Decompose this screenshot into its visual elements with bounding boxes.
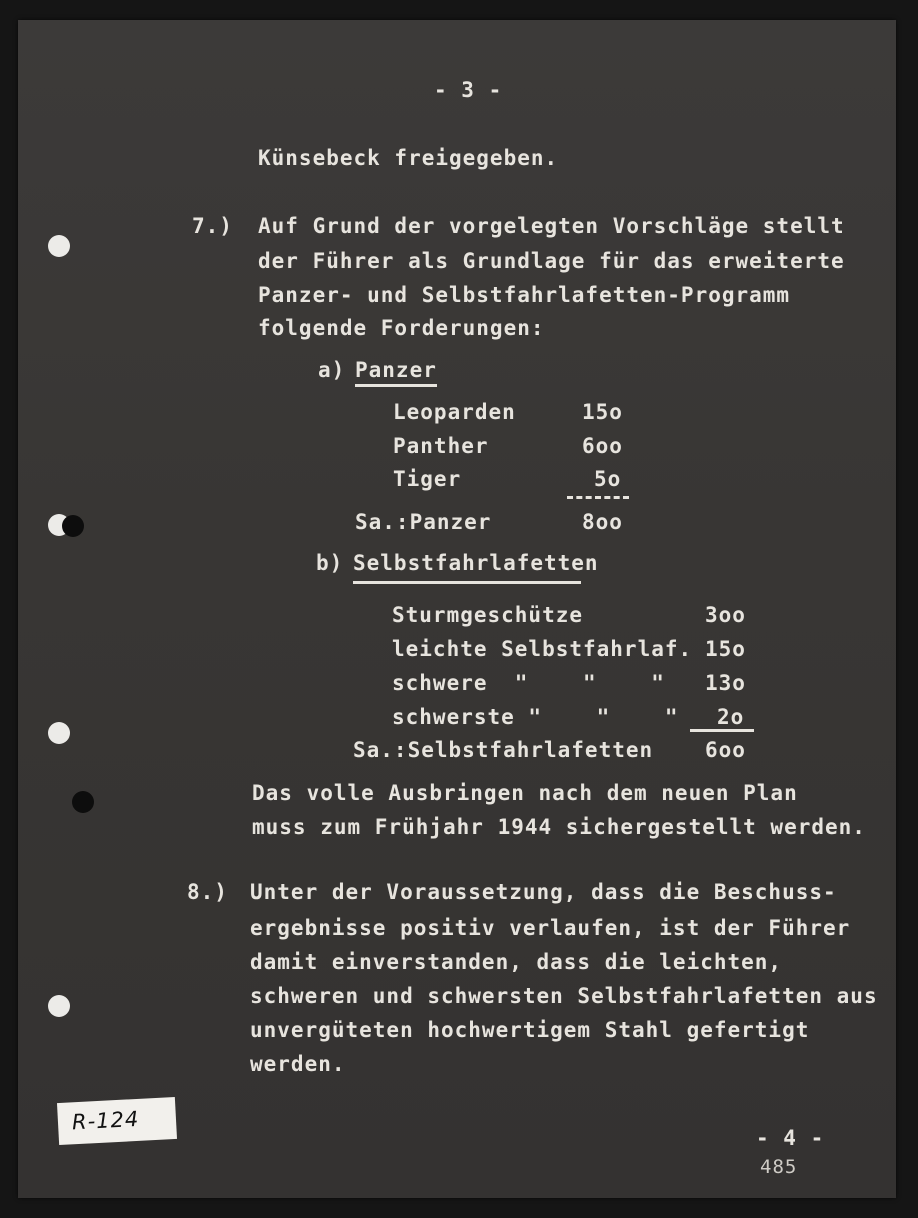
total-label: Sa.:Panzer [355,510,492,534]
paragraph-line: muss zum Frühjahr 1944 sichergestellt werden. [252,815,866,839]
list-prefix: a) [318,358,346,382]
paragraph-line: Unter der Voraussetzung, dass die Beschuss- [250,880,837,904]
sum-divider [690,729,754,732]
next-page-marker: - 4 - [756,1126,825,1150]
page-number: - 3 - [434,78,503,102]
paragraph-line: damit einverstanden, dass die leichten, [250,950,783,974]
table-row-label: Panther [393,434,489,458]
punch-hole [72,791,94,813]
table-row-label: Sturmgeschütze [392,603,584,627]
paragraph-line: Auf Grund der vorgelegten Vorschläge stellt [258,214,845,238]
table-row-label: Tiger [393,467,462,491]
item-number: 8.) [187,880,228,904]
table-row-label: leichte Selbstfahrlaf. [392,637,693,661]
sum-divider [567,496,629,499]
table-row-label: Leoparden [393,400,516,424]
punch-hole [48,722,70,744]
section-heading: Selbstfahrlafetten [353,551,599,575]
table-row-value: 15o [582,400,623,424]
intro-line: Künsebeck freigegeben. [258,146,559,170]
item-number: 7.) [192,214,233,238]
section-heading: Panzer [355,360,437,387]
table-row-label: schwere " " " [392,671,665,695]
punch-hole [62,515,84,537]
table-row-value: 15o [705,637,746,661]
paragraph-line: Das volle Ausbringen nach dem neuen Plan [252,781,798,805]
table-row-label: schwerste " " " [392,705,679,729]
paragraph-line: der Führer als Grundlage für das erweiterte [258,249,845,273]
archive-page-number: 485 [760,1156,798,1178]
punch-hole [48,235,70,257]
total-value: 8oo [582,510,623,534]
table-row-value: 5o [594,467,622,491]
table-row-value: 6oo [582,434,623,458]
total-label: Sa.:Selbstfahrlafetten [353,738,654,762]
paragraph-line: werden. [250,1052,346,1076]
archive-label-sticker [57,1097,177,1145]
table-row-value: 2o [717,705,745,729]
total-value: 6oo [705,738,746,762]
table-row-value: 3oo [705,603,746,627]
table-row-value: 13o [705,671,746,695]
paragraph-line: folgende Forderungen: [258,316,545,340]
archive-label: R-124 [71,1106,140,1135]
list-prefix: b) [316,551,344,575]
paragraph-line: schweren und schwersten Selbstfahrlafetten aus [250,984,878,1008]
heading-underline [353,581,581,584]
paragraph-line: ergebnisse positiv verlaufen, ist der Führer [250,916,851,940]
paragraph-line: unvergüteten hochwertigem Stahl gefertigt [250,1018,810,1042]
paragraph-line: Panzer- und Selbstfahrlafetten-Programm [258,283,791,307]
punch-hole [48,995,70,1017]
